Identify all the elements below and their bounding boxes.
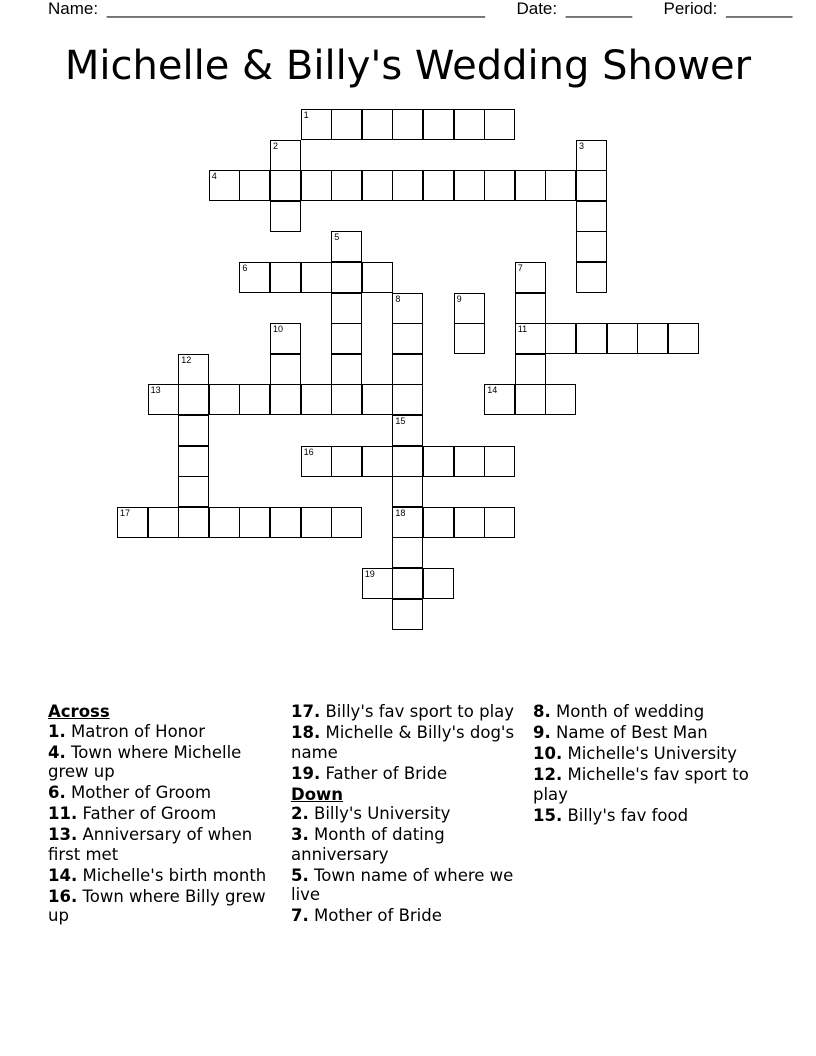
grid-cell[interactable] [392, 599, 423, 630]
grid-cell[interactable] [117, 507, 148, 538]
grid-cell[interactable] [178, 354, 209, 385]
grid-cell[interactable] [423, 568, 454, 599]
grid-cell[interactable] [270, 140, 301, 171]
grid-cell[interactable] [545, 170, 576, 201]
grid-cell[interactable] [178, 507, 209, 538]
grid-cell[interactable] [239, 262, 270, 293]
grid-cell[interactable] [423, 109, 454, 140]
clue-item-number: 7. [291, 906, 309, 925]
grid-cell[interactable] [545, 323, 576, 354]
clue-number: 2 [273, 140, 279, 151]
grid-cell[interactable] [392, 323, 423, 354]
clue-item-number: 14. [48, 865, 78, 885]
period-blank[interactable]: _______ [726, 0, 793, 18]
grid-cell[interactable] [515, 354, 546, 385]
grid-cell[interactable] [515, 262, 546, 293]
clue-item [291, 764, 523, 784]
period-label: Period: [663, 0, 718, 18]
clue-item-number: 10. [533, 744, 563, 763]
clue-item [291, 825, 523, 864]
clue-item-text: Month of dating anniversary [291, 825, 445, 864]
grid-cell[interactable] [545, 384, 576, 415]
clue-number: 14 [487, 385, 498, 396]
clues-column-1 [48, 702, 280, 927]
grid-cell[interactable] [178, 446, 209, 477]
grid-cell[interactable] [484, 170, 515, 201]
grid-cell[interactable] [392, 537, 423, 568]
grid-cell[interactable] [270, 262, 301, 293]
grid-cell[interactable] [392, 354, 423, 385]
clue-item-text: Mother of Groom [65, 783, 212, 802]
clue-item-text: Father of Bride [320, 763, 448, 783]
grid-cell[interactable] [454, 109, 485, 140]
clue-item-text: Name of Best Man [550, 723, 708, 742]
grid-cell[interactable] [392, 568, 423, 599]
clue-item [291, 866, 523, 905]
clue-number: 11 [517, 324, 528, 335]
clue-item-number: 6. [48, 783, 66, 802]
date-blank[interactable]: _______ [565, 0, 633, 18]
clue-item-text: Father of Groom [77, 804, 217, 823]
clue-item-text: Anniversary of when first met [48, 825, 253, 864]
grid-cell[interactable] [454, 170, 485, 201]
grid-cell[interactable] [270, 354, 301, 385]
grid-cell[interactable] [454, 446, 485, 477]
clue-item-number: 9. [533, 723, 551, 742]
grid-cell[interactable] [301, 262, 332, 293]
grid-cell[interactable] [392, 170, 423, 201]
grid-cell[interactable] [576, 201, 607, 232]
clue-item-number: 5. [291, 865, 309, 885]
clue-item [291, 906, 523, 926]
across-heading: Across [48, 702, 110, 721]
clue-item [48, 743, 280, 782]
grid-cell[interactable] [239, 170, 270, 201]
clue-item-text: Matron of Honor [65, 721, 206, 741]
down-heading: Down [291, 784, 344, 804]
clue-item [48, 887, 280, 926]
grid-cell[interactable] [331, 109, 362, 140]
clue-number: 8 [395, 293, 401, 304]
grid-cell[interactable] [331, 262, 362, 293]
name-blank[interactable]: ________________________________________ [106, 0, 485, 18]
clue-item [291, 723, 523, 762]
clue-item-number: 2. [291, 804, 309, 823]
grid-cell[interactable] [392, 384, 423, 415]
clue-item-number: 3. [291, 825, 309, 844]
grid-cell[interactable] [331, 507, 362, 538]
grid-cell[interactable] [148, 507, 179, 538]
grid-cell[interactable] [576, 140, 607, 171]
grid-cell[interactable] [270, 170, 301, 201]
clue-number: 13 [150, 385, 161, 396]
grid-cell[interactable] [301, 170, 332, 201]
grid-cell[interactable] [301, 384, 332, 415]
grid-cell[interactable] [270, 507, 301, 538]
grid-cell[interactable] [484, 109, 515, 140]
grid-cell[interactable] [423, 507, 454, 538]
grid-cell[interactable] [392, 476, 423, 507]
grid-cell[interactable] [668, 323, 699, 354]
clue-item-text: Michelle's birth month [77, 865, 267, 885]
clue-item-number: 18. [291, 723, 321, 742]
puzzle-title: Michelle & Billy's Wedding Shower [64, 43, 752, 89]
clue-item [48, 866, 280, 886]
grid-cell[interactable] [362, 384, 393, 415]
grid-cell[interactable] [607, 323, 638, 354]
grid-cell[interactable] [362, 568, 393, 599]
grid-cell[interactable] [239, 384, 270, 415]
grid-cell[interactable] [392, 507, 423, 538]
grid-cell[interactable] [270, 323, 301, 354]
clue-item-number: 11. [48, 804, 78, 823]
grid-cell[interactable] [178, 415, 209, 446]
clues-column-2 [291, 702, 523, 927]
clue-item-text: Billy's fav food [562, 805, 689, 825]
clue-item [48, 825, 280, 864]
name-label: Name: [48, 0, 99, 18]
clue-number: 7 [517, 263, 523, 273]
grid-cell[interactable] [301, 109, 332, 140]
clue-item-number: 16. [48, 886, 78, 906]
grid-cell[interactable] [362, 170, 393, 201]
clue-item-text: Michelle's fav sport to play [533, 765, 749, 804]
clue-number: 19 [364, 569, 375, 579]
clue-item-text: Town where Billy grew up [48, 886, 266, 925]
clue-item-text: Michelle & Billy's dog's name [291, 723, 515, 762]
grid-cell[interactable] [484, 507, 515, 538]
grid-cell[interactable] [209, 384, 240, 415]
clue-number: 4 [211, 171, 217, 182]
clue-item [533, 765, 765, 804]
clue-number: 12 [181, 354, 192, 365]
grid-cell[interactable] [454, 293, 485, 324]
grid-cell[interactable] [148, 384, 179, 415]
clue-item [533, 744, 765, 764]
clue-number: 6 [242, 263, 248, 273]
clue-item-number: 8. [533, 702, 551, 721]
clue-number: 16 [303, 446, 314, 457]
grid-cell[interactable] [515, 170, 546, 201]
clue-item [533, 723, 765, 743]
grid-cell[interactable] [362, 446, 393, 477]
clue-number: 18 [395, 507, 406, 518]
grid-cell[interactable] [423, 170, 454, 201]
grid-cell[interactable] [515, 323, 546, 354]
grid-cell[interactable] [423, 446, 454, 477]
grid-cell[interactable] [331, 323, 362, 354]
clue-item [533, 702, 765, 722]
clue-item [291, 804, 523, 824]
grid-cell[interactable] [331, 293, 362, 324]
clues-column-3 [533, 702, 765, 827]
clue-number: 5 [334, 232, 340, 243]
clue-item [48, 783, 280, 803]
grid-cell[interactable] [392, 446, 423, 477]
grid-cell[interactable] [576, 323, 607, 354]
grid-cell[interactable] [392, 109, 423, 140]
grid-cell[interactable] [209, 170, 240, 201]
grid-cell[interactable] [178, 384, 209, 415]
grid-cell[interactable] [270, 384, 301, 415]
grid-cell[interactable] [392, 293, 423, 324]
grid-cell[interactable] [454, 323, 485, 354]
clue-item-text: Town where Michelle grew up [48, 742, 242, 781]
grid-cell[interactable] [515, 384, 546, 415]
clue-item [533, 806, 765, 826]
grid-cell[interactable] [301, 507, 332, 538]
clue-number: 10 [273, 324, 284, 335]
grid-cell[interactable] [392, 415, 423, 446]
clue-number: 3 [579, 140, 585, 151]
grid-cell[interactable] [362, 262, 393, 293]
grid-cell[interactable] [484, 384, 515, 415]
clue-number: 9 [456, 293, 462, 304]
grid-cell[interactable] [209, 507, 240, 538]
clue-number: 1 [303, 110, 309, 120]
grid-cell[interactable] [515, 293, 546, 324]
clue-item-number: 19. [291, 763, 321, 783]
clue-item-number: 15. [533, 805, 563, 825]
grid-cell[interactable] [331, 446, 362, 477]
clue-item-text: Billy's fav sport to play [320, 702, 515, 721]
grid-cell[interactable] [331, 231, 362, 262]
clue-item-text: Billy's University [308, 804, 451, 823]
clue-item-number: 12. [533, 765, 563, 784]
clue-item-text: Town name of where we live [291, 865, 514, 904]
grid-cell[interactable] [301, 446, 332, 477]
grid-cell[interactable] [576, 170, 607, 201]
clue-item [48, 722, 280, 742]
grid-cell[interactable] [270, 201, 301, 232]
clue-item-number: 13. [48, 825, 78, 844]
grid-cell[interactable] [239, 507, 270, 538]
clue-number: 15 [395, 416, 406, 426]
clue-item-number: 1. [48, 721, 66, 741]
clue-item-number: 17. [291, 702, 321, 721]
grid-cell[interactable] [331, 354, 362, 385]
grid-cell[interactable] [331, 384, 362, 415]
clue-item [48, 804, 280, 824]
grid-cell[interactable] [178, 476, 209, 507]
grid-cell[interactable] [454, 507, 485, 538]
clue-item-text: Month of wedding [550, 702, 705, 721]
date-label: Date: [516, 0, 558, 18]
clue-number: 17 [120, 507, 131, 518]
grid-cell[interactable] [576, 262, 607, 293]
grid-cell[interactable] [576, 231, 607, 262]
clue-item-text: Michelle's University [562, 744, 737, 763]
grid-cell[interactable] [484, 446, 515, 477]
grid-cell[interactable] [637, 323, 668, 354]
grid-cell[interactable] [331, 170, 362, 201]
clue-item [291, 702, 523, 722]
clue-item-text: Mother of Bride [308, 906, 442, 925]
clue-item-number: 4. [48, 742, 66, 762]
grid-cell[interactable] [362, 109, 393, 140]
